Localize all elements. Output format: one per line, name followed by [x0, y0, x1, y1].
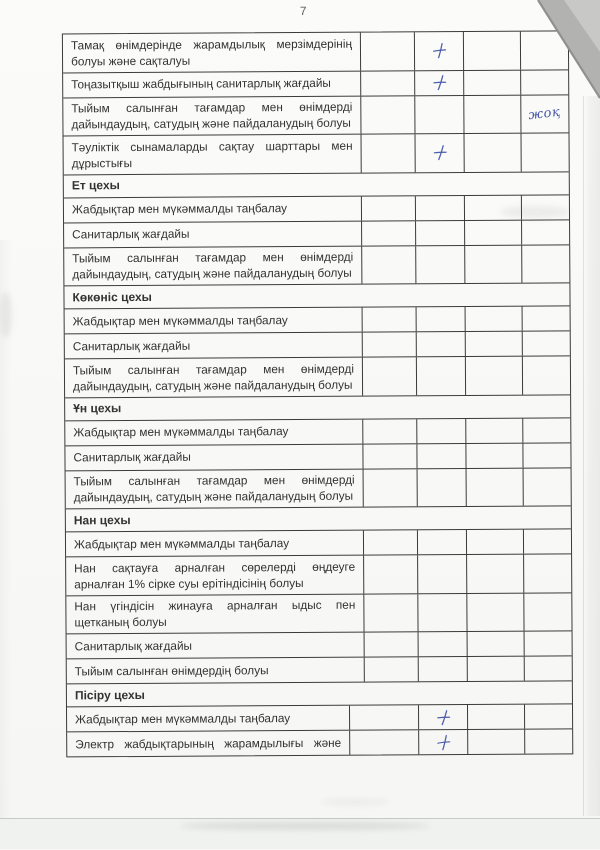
- mark-cell-d: [520, 133, 567, 171]
- row-label: Тыйым салынған тағамдар мен өнімдерді дайындаудың, сатудың және пайдаланудың болуы: [72, 249, 354, 282]
- row-label: Тыйым салынған тағамдар мен өнімдерді дайындаудың, сатудың және пайдаланудың болуы: [72, 361, 354, 393]
- table-row: [65, 305, 570, 333]
- mark-cell-a: [361, 246, 415, 284]
- row-label-cell: [64, 196, 361, 222]
- mark-cell-c: [464, 220, 521, 244]
- table-row: [63, 94, 568, 136]
- mark-cell-d: [524, 656, 571, 680]
- section-title: Нан цехы: [73, 512, 131, 528]
- mark-cell-c: [466, 468, 523, 506]
- mark-cell-a: [361, 221, 415, 245]
- mark-cell-b: [417, 530, 466, 554]
- row-label-cell: [67, 731, 349, 757]
- scan-smudge: [180, 822, 430, 830]
- row-label-cell: [64, 135, 361, 174]
- mark-cell-c: [464, 134, 521, 172]
- mark-cell-d: [523, 468, 570, 506]
- row-label-cell: [65, 333, 362, 359]
- table-row: [67, 655, 572, 683]
- mark-cell-c: [467, 657, 524, 681]
- row-label-cell: [66, 594, 363, 633]
- row-label: Тыйым салынған тағамдар мен өнімдерді дайындаудың, сатудың және пайдаланудың болуы: [73, 472, 355, 505]
- mark-cell-a: [360, 32, 414, 70]
- mark-cell-b: [416, 418, 465, 442]
- table-row: [64, 219, 569, 247]
- mark-cell-a: [361, 196, 415, 220]
- table-row: [66, 592, 571, 634]
- section-title: Көкөніс цехы: [72, 289, 152, 305]
- mark-cell-b: [414, 70, 463, 94]
- folded-corner-icon: [536, 0, 600, 102]
- mark-cell-b: [414, 95, 463, 133]
- row-label: Жабдықтар мен мүкәммалды таңбалау: [71, 201, 288, 217]
- mark-cell-c: [465, 332, 522, 356]
- checkmark-icon: [431, 74, 447, 92]
- table-row: [63, 31, 568, 72]
- mark-cell-a: [349, 705, 418, 729]
- mark-cell-b: [416, 332, 465, 356]
- mark-cell-d: [524, 729, 571, 753]
- row-label: Санитарлық жағдайы: [72, 226, 190, 242]
- mark-cell-d: [524, 704, 571, 728]
- mark-cell-a: [363, 530, 417, 554]
- mark-cell-d: [522, 356, 569, 394]
- mark-cell-c: [465, 418, 522, 442]
- section-header-row: [65, 394, 570, 420]
- mark-cell-c: [467, 705, 524, 729]
- row-label-cell: [64, 221, 361, 247]
- mark-cell-d: [524, 631, 571, 655]
- mark-cell-c: [466, 593, 523, 631]
- section-header-row: [64, 282, 569, 308]
- section-title: Пісіру цехы: [74, 687, 145, 703]
- row-label-cell: [67, 633, 364, 659]
- scan-shadow-right: [583, 96, 600, 816]
- row-label: Жабдықтар мен мүкәммалды таңбалау: [72, 312, 288, 329]
- row-label-cell: [67, 658, 364, 684]
- mark-cell-a: [362, 307, 416, 331]
- mark-cell-a: [363, 594, 417, 632]
- mark-cell-d: [522, 443, 569, 467]
- mark-cell-a: [362, 357, 416, 395]
- row-label-cell: [63, 96, 360, 135]
- mark-cell-b: [418, 705, 467, 729]
- page-number: 7: [299, 3, 308, 18]
- row-label: Тәуліктік сынамаларды сақтау шарттары мен дұрыстығы: [71, 138, 353, 170]
- checkmark-icon: [431, 42, 446, 59]
- section-header-row: [64, 171, 569, 197]
- table-row: [66, 467, 571, 509]
- row-label: Жабдықтар мен мүкәммалды таңбалау: [75, 710, 291, 727]
- table-row: [64, 194, 569, 222]
- mark-cell-b: [415, 220, 464, 244]
- mark-cell-c: [467, 632, 524, 656]
- row-label: Тоңазытқыш жабдығының санитарлық жағдайы: [71, 76, 331, 92]
- section-title: Ұн цехы: [73, 401, 122, 416]
- row-label-cell: [64, 246, 361, 285]
- mark-cell-b: [415, 245, 464, 283]
- mark-cell-d: [521, 245, 568, 283]
- row-label: Санитарлық жағдайы: [73, 449, 191, 465]
- mark-cell-a: [361, 134, 415, 172]
- row-label-cell: [65, 308, 362, 334]
- mark-cell-b: [417, 555, 466, 593]
- scan-smudge: [320, 798, 390, 806]
- table-row: [64, 132, 569, 174]
- mark-cell-a: [364, 657, 418, 681]
- row-label: Жабдықтар мен мүкәммалды таңбалау: [73, 535, 290, 552]
- row-label-cell: [63, 71, 360, 97]
- mark-cell-d: [523, 529, 570, 553]
- table-row: [63, 69, 568, 97]
- row-label: Жабдықтар мен мүкәммалды таңбалау: [73, 424, 289, 440]
- mark-cell-b: [414, 32, 463, 70]
- mark-cell-c: [463, 32, 520, 70]
- mark-cell-a: [362, 419, 416, 443]
- scan-smudge: [0, 292, 12, 338]
- checkmark-icon: [435, 708, 451, 726]
- mark-cell-d: [521, 220, 568, 244]
- handwritten-note: жоқ: [527, 104, 562, 123]
- mark-cell-d: [522, 418, 569, 442]
- checkmark-icon: [436, 734, 451, 751]
- table-row: [66, 528, 571, 556]
- mark-cell-d: [522, 306, 569, 330]
- table-row: [65, 417, 570, 445]
- section-title-cell: [65, 395, 570, 420]
- mark-cell-a: [363, 469, 417, 507]
- mark-cell-a: [362, 444, 416, 468]
- mark-cell-d: [523, 554, 570, 592]
- mark-cell-b: [415, 195, 464, 219]
- section-header-row: [67, 680, 572, 706]
- mark-cell-b: [417, 593, 466, 631]
- mark-cell-b: [416, 307, 465, 331]
- row-label: Нан үгіндісін жинауға арналған ыдыс пен щетканың болуы: [74, 597, 356, 630]
- mark-cell-c: [467, 730, 524, 754]
- row-label: Нан сақтауға арналған сөрелерді өңдеуге арналған 1% сірке суы ерітіндісінің болуы: [74, 559, 356, 591]
- checklist-table: [62, 30, 573, 757]
- section-title-cell: [64, 172, 569, 197]
- table-row: [65, 355, 570, 397]
- row-label-cell: [66, 531, 363, 557]
- row-label-cell: [66, 469, 363, 508]
- mark-cell-b: [418, 632, 467, 656]
- mark-cell-b: [415, 134, 464, 172]
- mark-cell-d: [523, 593, 570, 631]
- checkmark-icon: [432, 144, 448, 162]
- mark-cell-d: [522, 331, 569, 355]
- section-title: Ет цехы: [71, 178, 120, 193]
- mark-cell-c: [466, 555, 523, 593]
- scan-smudge: [500, 206, 570, 218]
- mark-cell-a: [362, 332, 416, 356]
- mark-cell-c: [465, 307, 522, 331]
- section-title-cell: [64, 283, 569, 308]
- mark-cell-c: [463, 95, 520, 133]
- mark-cell-a: [349, 730, 418, 754]
- table-row: [67, 630, 572, 658]
- row-label-cell: [65, 419, 362, 445]
- mark-cell-c: [465, 357, 522, 395]
- table-row: [66, 553, 571, 595]
- table-row: [65, 330, 570, 358]
- row-label: Санитарлық жағдайы: [74, 638, 193, 654]
- table-row: [64, 244, 569, 286]
- mark-cell-c: [463, 70, 520, 94]
- table-row: [67, 728, 572, 756]
- mark-cell-b: [416, 443, 465, 467]
- mark-cell-c: [466, 530, 523, 554]
- section-title-cell: [67, 681, 572, 706]
- row-label-cell: [63, 33, 360, 72]
- mark-cell-c: [465, 443, 522, 467]
- table-row: [65, 442, 570, 470]
- mark-cell-b: [418, 730, 467, 754]
- mark-cell-a: [363, 555, 417, 593]
- mark-cell-b: [418, 657, 467, 681]
- table-row: [67, 703, 572, 731]
- row-label: Электр жабдықтарының жарамдылығы және: [75, 735, 342, 752]
- mark-cell-a: [364, 632, 418, 656]
- row-label-cell: [67, 706, 349, 732]
- row-label: Санитарлық жағдайы: [72, 338, 191, 354]
- mark-cell-a: [360, 71, 414, 95]
- mark-cell-a: [360, 96, 414, 134]
- row-label: Тыйым салынған өнімдердің болуы: [74, 662, 269, 679]
- row-label-cell: [65, 358, 362, 397]
- mark-cell-c: [464, 245, 521, 283]
- row-label-cell: [66, 556, 363, 595]
- row-label: Тыйым салынған тағамдар мен өнімдерді дайындаудың, сатудың және пайдаланудың болуы: [71, 99, 353, 132]
- section-header-row: [66, 505, 571, 531]
- mark-cell-b: [416, 357, 465, 395]
- mark-cell-b: [417, 468, 466, 506]
- row-label-cell: [65, 444, 362, 470]
- row-label: Тамақ өнімдерінде жарамдылық мерзімдерінің болуы және сақталуы: [70, 36, 352, 68]
- section-title-cell: [66, 506, 571, 531]
